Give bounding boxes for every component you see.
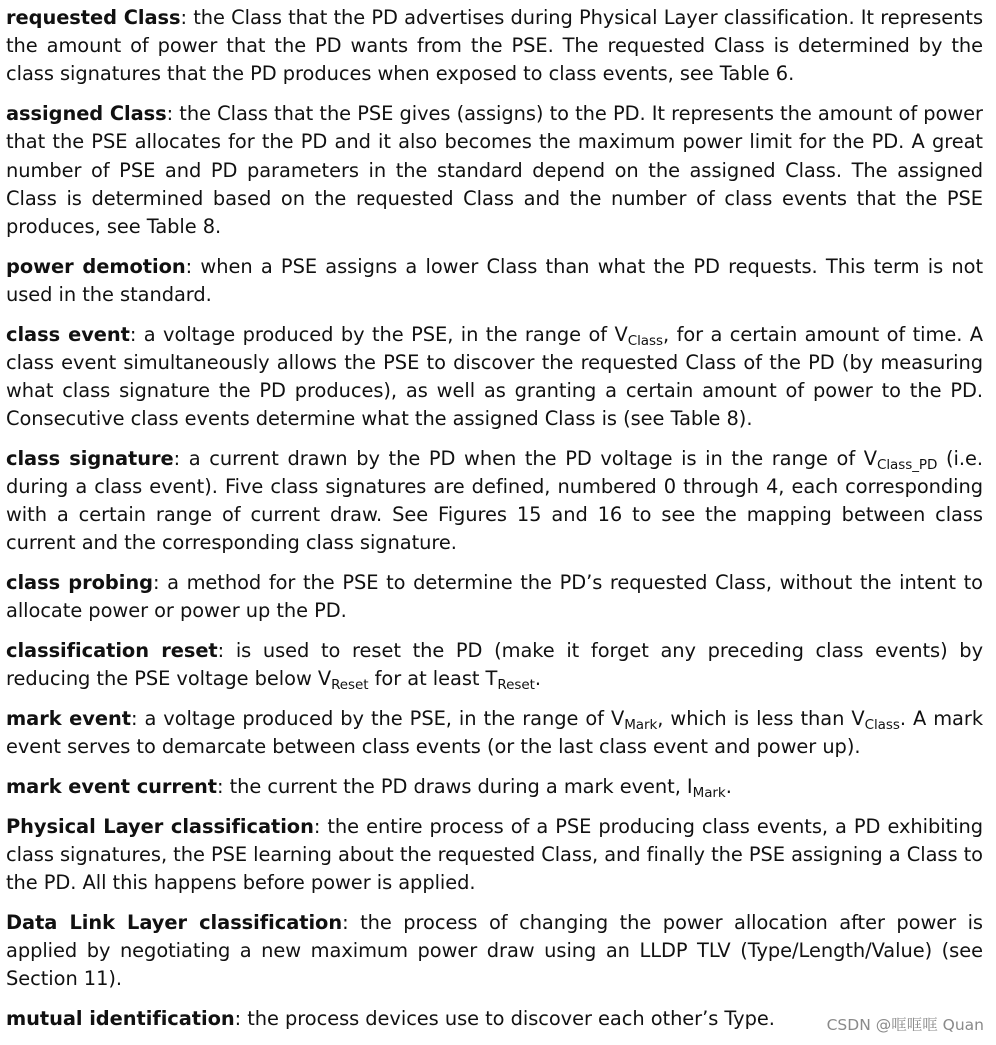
definition-text: a current drawn by the PD when the PD voltage is in the range of V [180,446,877,470]
term-separator: : [234,1006,242,1030]
definition-assigned-class [6,100,983,241]
definition-text: a voltage produced by the PSE, in the range of V [137,706,625,730]
definition-mark-event-current [6,773,983,801]
definition-text: . A mark event serves to demarcate between class events (or the last class event and power up). [6,706,983,759]
term-separator: : [173,446,181,470]
definition-text: the entire process of a PSE producing class events, a PD exhibiting class signatures, the PSE learning about the requested Class, and finally the PSE assigning a Class to the PD. All this happens before power is applied. [6,814,983,894]
term-power-demotion: power demotion [6,254,186,278]
definition-data-link-layer-classification [6,909,983,994]
definition-mark-event [6,705,983,761]
subscript-reset: Reset [331,677,369,694]
definition-text: for at least T [368,667,498,691]
term-class-probing: class probing [6,571,153,595]
term-separator: : [130,706,138,730]
definition-classification-reset [6,637,983,693]
definition-physical-layer-classification [6,813,983,898]
definition-text: the process of changing the power allocation after power is applied by negotiating a new maximum power draw using an LLDP TLV (Type/Length/Value) (see Section 11). [6,910,983,991]
definition-text: the current the PD draws during a mark event, I [223,774,693,798]
term-assigned-class: assigned Class [6,102,167,126]
definition-text: , which is less than V [657,706,865,730]
definition-text: the process devices use to discover each other’s Type. [241,1006,775,1030]
term-mark-event: mark event [6,706,131,730]
term-separator: : [217,639,225,663]
term-separator: : [129,322,137,346]
term-requested-class: requested Class [6,6,181,29]
term-mutual-identification: mutual identification [6,1006,235,1030]
subscript-reset: Reset [497,677,535,694]
term-class-signature: class signature [6,446,174,470]
subscript-mark: Mark [692,784,726,801]
term-separator: : [342,910,349,934]
definition-text: the Class that the PSE gives (assigns) to the PD. It represents the amount of power that the PSE allocates for the PD and it also becomes the maximum power limit for the PD. A great number of PSE and PD parameters in the standard depend on the assigned Class. The assigned Class is determined based on the requested Class and the number of class events that the PSE produces, see Table 8. [6,102,983,238]
term-separator: : [313,814,321,838]
subscript-class: Class [864,716,900,733]
definition-power-demotion [6,253,983,309]
definition-text: (i.e. during a class event). Five class signatures are defined, numbered 0 through 4, each corresponding with a certain range of current draw. See Figures 15 and 16 to see the mapping between class current and the corresponding class signature. [6,446,983,555]
term-separator: : [180,6,188,29]
definition-text: the Class that the PD advertises during Physical Layer classification. It represents the amount of power that the PD wants from the PSE. The requested Class is determined by the class signatures that the PD produces when exposed to class events, see Table 6. [6,6,983,86]
definition-class-probing [6,569,983,625]
definition-class-event [6,321,983,434]
term-separator: : [217,774,224,798]
definition-text: . [534,667,541,691]
subscript-class-pd: Class_PD [876,456,938,473]
term-classification-reset: classification reset [6,639,218,663]
definition-text: . [725,774,732,798]
term-data-link-layer-classification: Data Link Layer classification [6,910,343,934]
subscript-class: Class [627,332,664,349]
term-class-event: class event [6,322,130,346]
definition-text: a method for the PSE to determine the PD’s requested Class, without the intent to allocate power or power up the PD. [6,571,983,623]
term-separator: : [152,571,160,595]
definition-text: is used to reset the PD (make it forget any preceding class events) by reducing the PSE voltage below V [6,639,983,691]
glossary-page [6,4,983,1045]
definition-text: , for a certain amount of time. A class event simultaneously allows the PSE to discover the requested Class of the PD (by measuring what class signature the PD produces), as well as granting a certain amount of power to the PD. Consecutive class events determine what the assigned Class is (see Table 8). [6,322,983,431]
definition-class-signature [6,445,983,558]
definition-text: when a PSE assigns a lower Class than what the PD requests. This term is not used in the standard. [6,254,983,306]
definition-text: a voltage produced by the PSE, in the range of V [136,322,628,346]
subscript-mark: Mark [624,716,658,733]
term-separator: : [166,102,174,126]
csdn-watermark: CSDN @哐哐哐 Quan [826,1016,984,1034]
term-mark-event-current: mark event current [6,774,218,798]
definition-requested-class [6,4,983,89]
term-physical-layer-classification: Physical Layer classification [6,814,314,838]
term-separator: : [185,254,193,278]
